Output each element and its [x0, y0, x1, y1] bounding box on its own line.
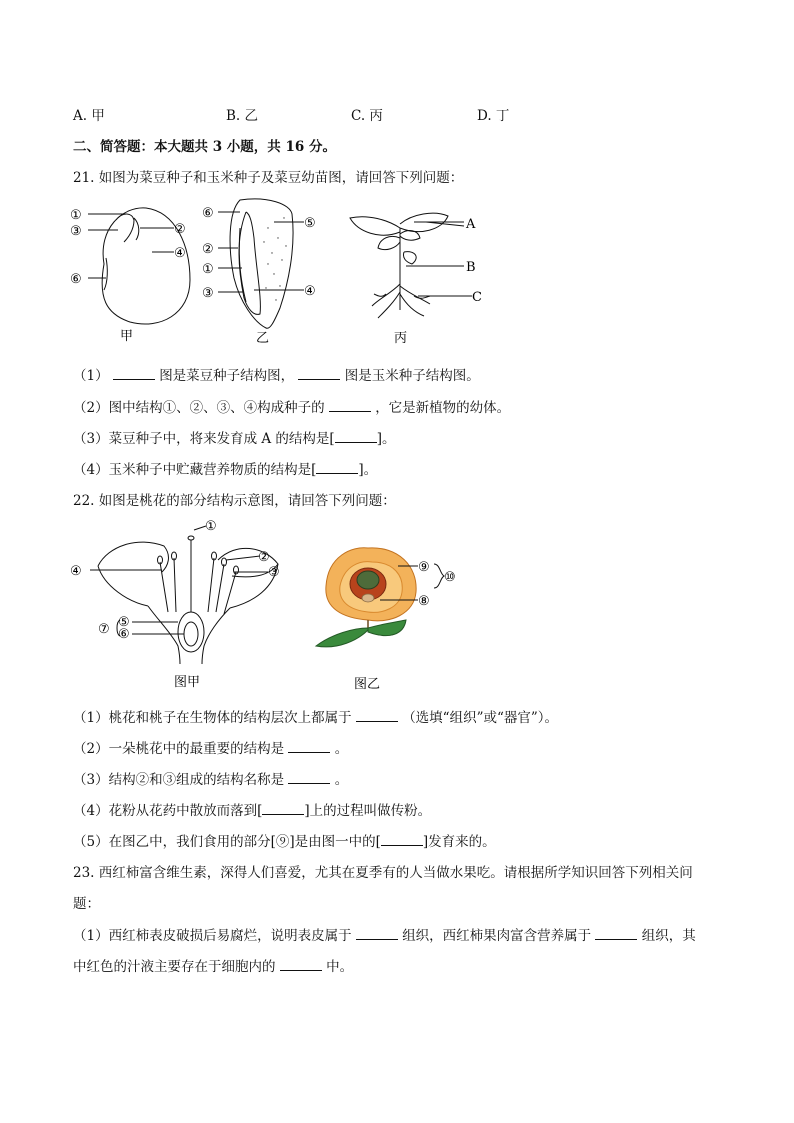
option-d: D. 丁 — [477, 108, 510, 124]
q22-label-7: ⑦ — [98, 622, 110, 637]
q22-s4-prefix: （4）花粉从花药中散放而落到[ — [73, 803, 263, 819]
q21-sub-1 — [73, 364, 480, 384]
q22-s3-prefix: （3）结构②和③组成的结构名称是 — [73, 772, 285, 788]
q21-sub-2 — [73, 396, 510, 416]
question-23-stem-line1: 23. 西红柿富含维生素，深得人们喜爱，尤其在夏季有的人当做水果吃。请根据所学知识回答下列相关问 — [73, 865, 693, 881]
section-heading: 二、简答题：本大题共 3 小题，共 16 分。 — [73, 139, 336, 155]
answer-blank[interactable] — [335, 430, 377, 443]
q22-figure — [68, 516, 468, 692]
q22-s1-prefix: （1）桃花和桃子在生物体的结构层次上都属于 — [73, 710, 352, 726]
question-21-stem: 21. 如图为菜豆种子和玉米种子及菜豆幼苗图，请回答下列问题： — [73, 170, 464, 186]
q22-s2-end: 。 — [334, 741, 349, 757]
answer-blank[interactable] — [356, 927, 398, 940]
q21-seedling-label-c: C — [472, 290, 482, 305]
q21-corn-label-4: ④ — [304, 284, 316, 299]
q22-sub-5 — [73, 830, 496, 850]
question-23-stem-line2: 题： — [73, 896, 100, 912]
q21-label-2: ② — [174, 222, 186, 237]
fig-jia-caption: 甲 — [120, 329, 134, 344]
fig-22-jia-caption: 图甲 — [174, 675, 201, 690]
q22-s5-end: ]发育来的。 — [422, 834, 496, 850]
q23-sub-1 — [73, 924, 696, 944]
q21-s3-prefix: （3）菜豆种子中，将来发育成 A 的结构是[ — [73, 431, 335, 447]
q21-figure — [68, 198, 488, 350]
q22-label-2: ② — [258, 550, 270, 565]
q22-label-1: ① — [205, 519, 217, 534]
corn-endosperm-dots — [263, 217, 286, 300]
q21-label-3: ③ — [70, 224, 82, 239]
q21-s2-prefix: （2）图中结构①、②、③、④构成种子的 — [73, 400, 325, 416]
q22-s4-end: ]上的过程叫做传粉。 — [304, 803, 432, 819]
question-22-stem: 22. 如图是桃花的部分结构示意图，请回答下列问题： — [73, 493, 396, 509]
q22-label-6: ⑥ — [118, 627, 130, 642]
q23-s1-line2-end: 中。 — [326, 959, 354, 975]
answer-blank[interactable] — [288, 771, 330, 784]
q23-s1-mid2: 组织，其 — [641, 928, 696, 944]
fig-yi-caption: 乙 — [256, 331, 270, 346]
q22-s1-end: （选填“组织”或“器官”）。 — [402, 710, 559, 726]
q21-corn-label-1: ① — [202, 262, 214, 277]
q21-s1-prefix: （1） — [73, 368, 109, 384]
fig-22-yi-caption: 图乙 — [354, 677, 381, 692]
option-c: C. 丙 — [351, 108, 383, 124]
corn-seed-diagram — [218, 199, 304, 328]
q22-fruit-label-9: ⑨ — [418, 560, 430, 575]
q22-label-3: ③ — [268, 565, 280, 580]
answer-blank[interactable] — [329, 399, 371, 412]
q21-seedling-label-a: A — [466, 217, 476, 232]
q22-sub-1 — [73, 706, 558, 726]
answer-blank[interactable] — [356, 709, 398, 722]
q21-s4-end: ]。 — [358, 462, 378, 478]
q21-corn-label-2: ② — [202, 242, 214, 257]
q22-s2-prefix: （2）一朵桃花中的最重要的结构是 — [73, 741, 285, 757]
bean-seedling-diagram — [350, 213, 472, 318]
q21-sub-3 — [73, 427, 395, 447]
q21-s1-mid: 图是菜豆种子结构图， — [159, 368, 295, 384]
q21-corn-label-3: ③ — [202, 286, 214, 301]
q21-label-1: ① — [70, 208, 82, 223]
q22-s3-end: 。 — [334, 772, 349, 788]
q21-sub-4 — [73, 458, 377, 478]
q21-corn-label-6: ⑥ — [202, 206, 214, 221]
answer-blank[interactable] — [316, 461, 358, 474]
option-a: A. 甲 — [73, 108, 105, 124]
q23-s1-prefix: （1）西红柿表皮破损后易腐烂，说明表皮属于 — [73, 928, 352, 944]
answer-blank[interactable] — [298, 367, 340, 380]
q21-seedling-label-b: B — [466, 260, 476, 275]
answer-blank[interactable] — [280, 958, 322, 971]
q23-s1-line2-prefix: 中红色的汁液主要存在于细胞内的 — [73, 959, 276, 975]
q21-s4-prefix: （4）玉米种子中贮藏营养物质的结构是[ — [73, 462, 317, 478]
answer-blank[interactable] — [595, 927, 637, 940]
answer-blank[interactable] — [381, 833, 423, 846]
q22-fruit-label-10: ⑩ — [444, 570, 456, 585]
answer-blank[interactable] — [288, 740, 330, 753]
q22-fruit-label-8: ⑧ — [418, 594, 430, 609]
q22-sub-2 — [73, 737, 348, 757]
q23-s1-mid: 组织，西红柿果肉富含营养属于 — [402, 928, 592, 944]
q22-label-5: ⑤ — [118, 615, 130, 630]
q22-label-4: ④ — [70, 564, 82, 579]
fig-bing-caption: 丙 — [394, 331, 408, 346]
option-b: B. 乙 — [226, 108, 259, 124]
q21-s1-end: 图是玉米种子结构图。 — [344, 368, 480, 384]
q22-s5-prefix: （5）在图乙中，我们食用的部分[⑨]是由图一中的[ — [73, 834, 381, 850]
q21-label-4: ④ — [174, 246, 186, 261]
q22-sub-3 — [73, 768, 348, 788]
answer-blank[interactable] — [262, 802, 304, 815]
answer-blank[interactable] — [113, 367, 155, 380]
q21-s3-end: ]。 — [376, 431, 396, 447]
q21-s2-end: ，它是新植物的幼体。 — [375, 400, 511, 416]
q21-label-6: ⑥ — [70, 272, 82, 287]
q23-sub-1-line2 — [73, 955, 353, 975]
peach-flower-diagram — [90, 526, 278, 664]
q21-corn-label-5: ⑤ — [304, 216, 316, 231]
q22-sub-4 — [73, 799, 431, 819]
